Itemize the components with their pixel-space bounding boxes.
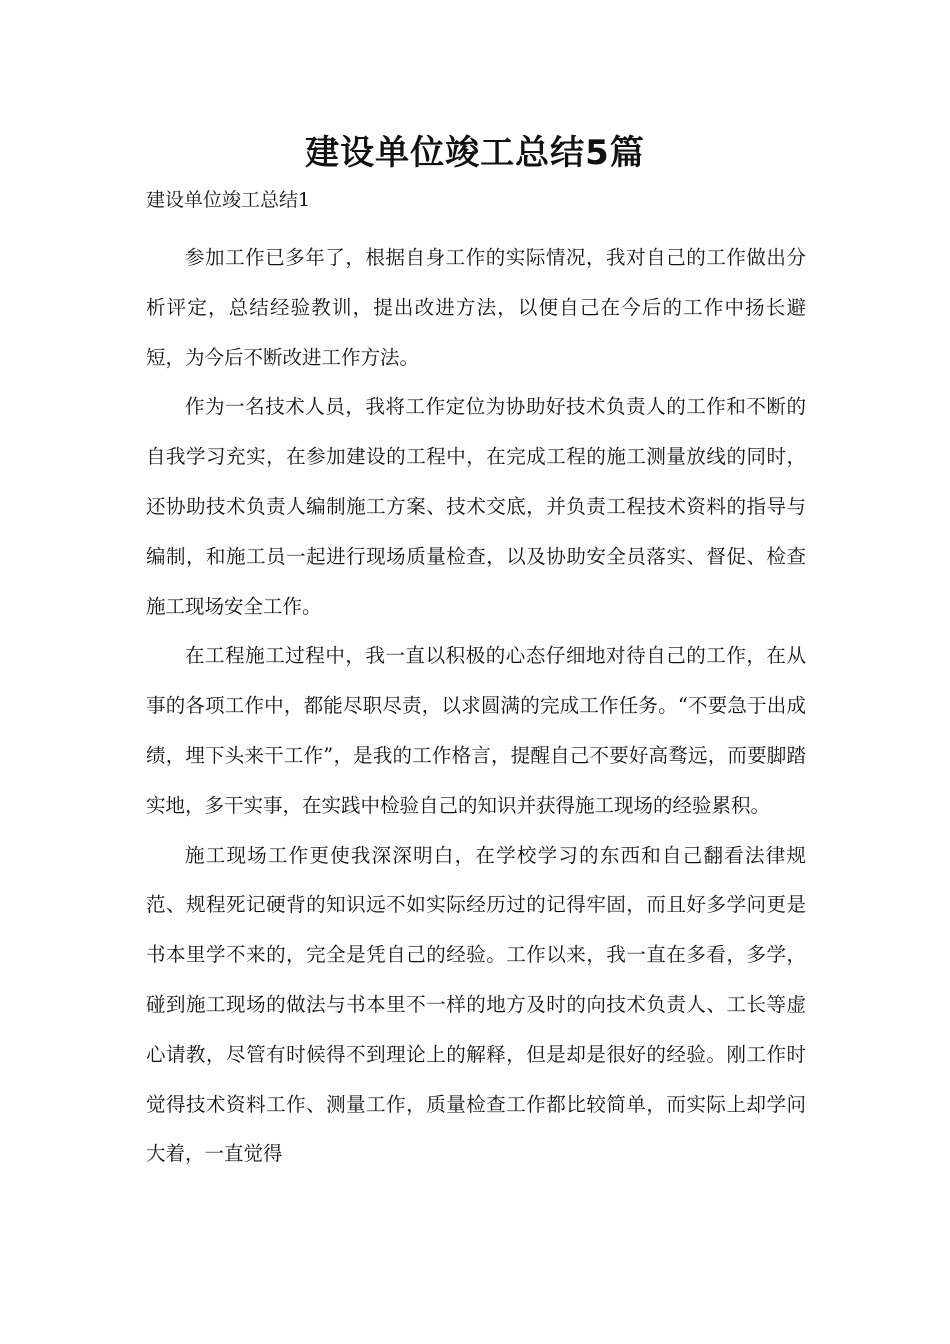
paragraph: 参加工作已多年了，根据自身工作的实际情况，我对自己的工作做出分析评定，总结经验教训，提出改进方法，以便自己在今后的工作中扬长避短，为今后不断改进工作方法。 bbox=[146, 246, 806, 369]
document-title: 建设单位竣工总结5篇 bbox=[305, 133, 645, 173]
paragraph: 在工程施工过程中，我一直以积极的心态仔细地对待自己的工作，在从事的各项工作中，都能尽职尽责，以求圆满的完成工作任务。“不要急于出成绩，埋下头来干工作”，是我的工作格言，提醒自己不要好高骛远，而要脚踏实地，多干实事，在实践中检验自己的知识并获得施工现场的经验累积。 bbox=[146, 644, 806, 817]
document-body bbox=[146, 233, 806, 1179]
section-heading: 建设单位竣工总结1 bbox=[146, 189, 311, 211]
paragraph: 施工现场工作更使我深深明白，在学校学习的东西和自己翻看法律规范、规程死记硬背的知识远不如实际经历过的记得牢固，而且好多学问更是书本里学不来的，完全是凭自己的经验。工作以来，我一直在多看，多学，碰到施工现场的做法与书本里不一样的地方及时的向技术负责人、工长等虚心请教，尽管有时候得不到理论上的解释，但是却是很好的经验。刚工作时觉得技术资料工作、测量工作，质量检查工作都比较简单，而实际上却学问大着，一直觉得 bbox=[146, 843, 806, 1166]
paragraph: 作为一名技术人员，我将工作定位为协助好技术负责人的工作和不断的自我学习充实，在参加建设的工程中，在完成工程的施工测量放线的同时，还协助技术负责人编制施工方案、技术交底，并负责工程技术资料的指导与编制，和施工员一起进行现场质量检查，以及协助安全员落实、督促、检查施工现场安全工作。 bbox=[146, 395, 806, 618]
